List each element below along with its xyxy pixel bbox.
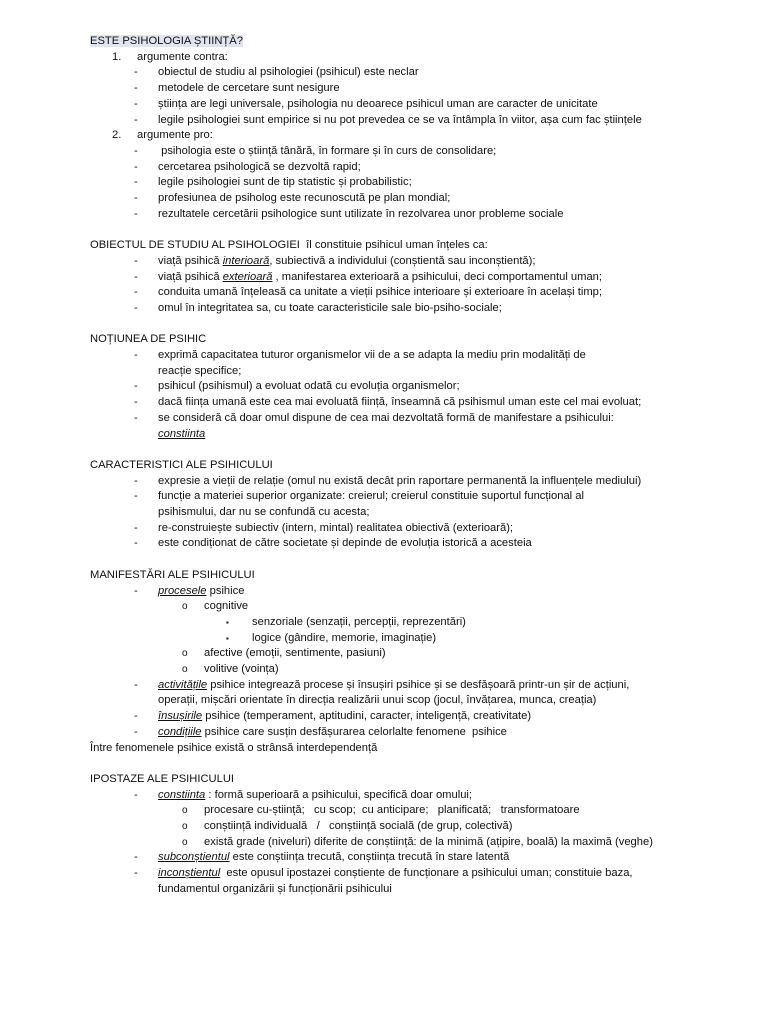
list-item: - expresie a vieții de relație (omul nu există decât prin raportare permanentă la influențele mediului) [134, 474, 642, 487]
list-item: - activitățile psihice integrează procese și însușiri psihice și se desfășoară printr-un șir de acțiuni, operații, mișcări orientate în direcția realizării unui scop (jocul, învățarea, munca, creația) [134, 678, 630, 707]
list-item: - psihicul (psihismul) a evoluat odată cu evoluția organismelor; [134, 380, 460, 393]
list-item: - legile psihologiei sunt empirice si nu pot prevedea ce se va întâmpla în viitor, așa cum fac științele [134, 113, 642, 126]
list-item: - rezultatele cercetării psihologice sunt utilizate în rezolvarea unor probleme sociale [134, 207, 564, 220]
list-item: - dacă ființa umană este cea mai evoluată ființă, înseamnă că psihismul uman este cel mai evoluat; [134, 396, 642, 409]
numbered-item-contra: 1. argumente contra: [112, 50, 228, 63]
sub-sub-list-item: ▪ logice (gândire, memorie, imaginație) [226, 631, 437, 644]
section-title-notiunea-de-psihic: NOȚIUNEA DE PSIHIC [90, 333, 207, 346]
section-title-caracteristici: CARACTERISTICI ALE PSIHICULUI [90, 458, 273, 471]
list-item: - procesele psihice [134, 584, 245, 597]
sub-list-item: o conștiință individuală / conștiință socială (de grup, colectivă) [182, 820, 513, 833]
list-item: - viață psihică exterioară , manifestarea exterioară a psihicului, deci comportamentul uman; [134, 270, 603, 283]
list-item: - inconștientul este opusul ipostazei conștiente de funcționare a psihicului uman; constituie baza, fundamentul organizării și funcționării psihicului [134, 867, 636, 895]
numbered-item-pro: 2. argumente pro: [112, 129, 213, 142]
list-item: - psihologia este o știință tânără, în formare și în curs de consolidare; [134, 144, 497, 157]
section-title-manifestari: MANIFESTĂRI ALE PSIHICULUI [90, 568, 255, 581]
sub-list-item: o există grade (niveluri) diferite de conștiință: de la minimă (ațipire, boală) la maximă (veghe) [182, 835, 653, 848]
list-item: - obiectul de studiu al psihologiei (psihicul) este neclar [134, 66, 419, 79]
sub-list-item: o afective (emoții, sentimente, pasiuni) [182, 647, 386, 660]
list-item: - re-construiește subiectiv (intern, mintal) realitatea obiectivă (exterioară); [134, 521, 514, 534]
list-item: - se consideră că doar omul dispune de cea mai dezvoltată formă de manifestare a psihicului: constiinta [134, 411, 614, 440]
sub-list-item: o procesare cu-știință; cu scop; cu anticipare; planificată; transformatoare [182, 804, 580, 817]
list-item: - este condiționat de către societate și depinde de evoluția istorică a acesteia [134, 537, 532, 550]
list-item: - profesiunea de psiholog este recunoscută pe plan mondial; [134, 192, 451, 205]
list-item: - viață psihică interioară, subiectivă a individului (conștientă sau inconștientă); [134, 254, 536, 267]
section-title-este-psihologia-stiinta: ESTE PSIHOLOGIA ȘTIINȚĂ? [90, 35, 243, 47]
list-item: - însușirile psihice (temperament, aptitudini, caracter, inteligență, creativitate) [134, 710, 532, 723]
list-item: - cercetarea psihologică se dezvoltă rapid; [134, 160, 361, 173]
list-item: - conduita umană înțeleasă ca unitate a vieții psihice interioare și exterioare în același timp; [134, 286, 603, 299]
list-item: - subconștientul este conștiința trecută, conștiința trecută în stare latentă [134, 851, 510, 864]
list-item: - știința are legi universale, psihologia nu deoarece psihicul uman are caracter de unicitate [134, 97, 598, 110]
list-item: - condițiile psihice care susțin desfășurarea celorlalte fenomene psihice [134, 725, 507, 738]
section-title-obiectul-de-studiu: OBIECTUL DE STUDIU AL PSIHOLOGIEI îl constituie psihicul uman înțeles ca: [90, 239, 488, 252]
list-item: - funcție a materiei superior organizate: creierul; creierul constituie suportul funcțional al psihismului, dar nu se confundă cu acesta; [134, 490, 584, 519]
closing-sentence: Între fenomenele psihice există o strânsă interdependență [90, 741, 378, 754]
sub-sub-list-item: ▪ senzoriale (senzații, percepții, reprezentări) [226, 615, 466, 628]
section-title-ipostaze: IPOSTAZE ALE PSIHICULUI [90, 772, 235, 785]
list-item: - constiinta : formă superioară a psihicului, specifică doar omului; [134, 788, 473, 801]
sub-list-item: o cognitive [182, 600, 249, 613]
list-item: - omul în integritatea sa, cu toate caracteristicile sale bio-psiho-sociale; [134, 301, 502, 314]
list-item: - exprimă capacitatea tuturor organismelor vii de a se adapta la mediu prin modalități de reacție specifice; [134, 349, 586, 377]
list-item: - metodele de cercetare sunt nesigure [134, 82, 340, 95]
list-item: - legile psihologiei sunt de tip statistic și probabilistic; [134, 176, 412, 189]
document-page [90, 34, 690, 898]
sub-list-item: o volitive (voința) [182, 663, 279, 676]
